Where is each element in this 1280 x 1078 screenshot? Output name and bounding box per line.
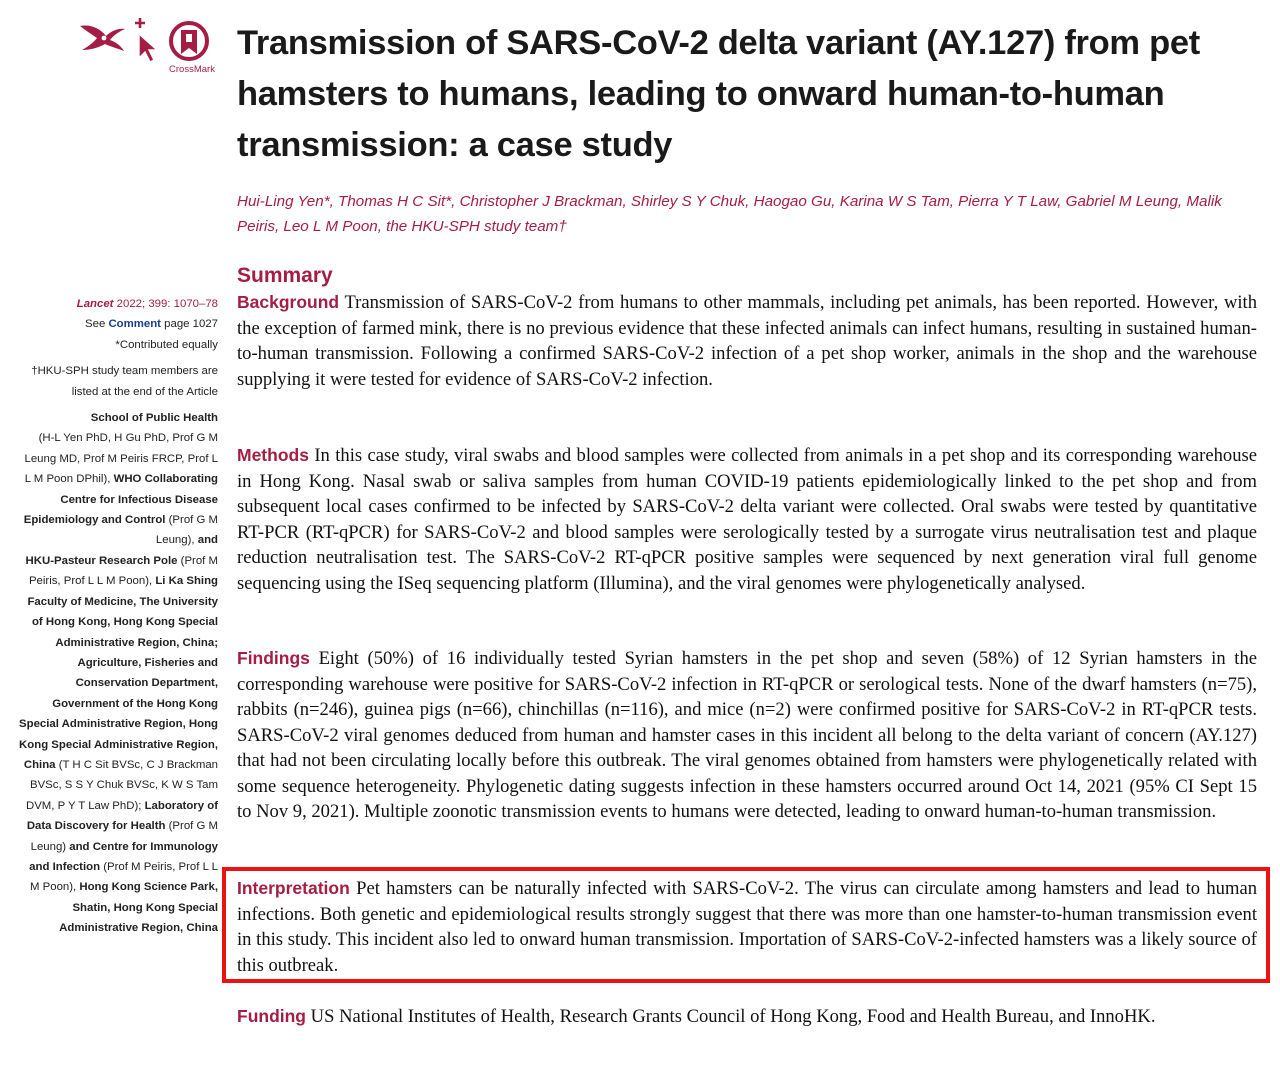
background-label: Background	[237, 292, 340, 312]
affiliations: School of Public Health (H-L Yen PhD, H Gu PhD, Prof G M Leung MD, Prof M Peiris FRCP, Prof L L M Poon DPhil), WHO Collaborating Centre for Infectious Disease Epidemiology and Control (Prof G M Leung), and HKU-Pasteur Research Pole (Prof M Peiris, Prof L L M Poon), Li Ka Shing Faculty of Medicine, The University of Hong Kong, Hong Kong Special Administrative Region, China; Agriculture, Fisheries and Conservation Department, Government of the Hong Kong Special Administrative Region, Hong Kong Special Administrative Region, China (T H C Sit BVSc, C J Brackman BVSc, S S Y Chuk BVSc, K W S Tam DVM, P Y T Law PhD); Laboratory of Data Discovery for Health (Prof G M Leung) and Centre for Immunology and Infection (Prof M Peiris, Prof L L M Poon), Hong Kong Science Park, Shatin, Hong Kong Special Administrative Region, China	[19, 412, 218, 935]
logo-area	[78, 16, 220, 80]
findings-label: Findings	[237, 648, 310, 668]
citation-volume-pages: 2022; 399: 1070–78	[113, 298, 218, 310]
study-team-note: †HKU-SPH study team members are listed at the end of the Article	[31, 365, 218, 398]
findings-text: Eight (50%) of 16 individually tested Syrian hamsters in the pet shop and seven (58%) of 12 Syrian hamsters in the corresponding warehouse were positive for SARS-CoV-2 infection in RT-qPCR or serological tests. None of the dwarf hamsters (n=75), rabbits (n=246), guinea pigs (n=66), chinchillas (n=116), and mice (n=2) were confirmed positive for SARS-CoV-2 in RT-qPCR tests. SARS-CoV-2 viral genomes deduced from human and hamster cases in this incident all belong to the delta variant of concern (AY.127) that had not been circulating locally before this outbreak. The viral genomes obtained from hamsters were phylogenetically related with some sequence heterogeneity. Phylogenetic dating suggests infection in these hamsters occurred around Oct 14, 2021 (95% CI Sept 15 to Nov 9, 2021). Multiple zoonotic transmission events to humans were detected, leading to onward human-to-human transmission.	[237, 648, 1257, 822]
sidebar	[18, 294, 218, 939]
crossmark-label[interactable]: CrossMark	[169, 64, 215, 75]
article-title: Transmission of SARS-CoV-2 delta variant (AY.127) from pet hamsters to humans, leading to onward human-to-human transmission: a case study	[237, 24, 1200, 164]
contributed-equally-note: *Contributed equally	[115, 338, 218, 351]
background-section	[237, 290, 1257, 392]
interpretation-label: Interpretation	[237, 878, 350, 898]
funding-label: Funding	[237, 1006, 307, 1026]
author-list[interactable]: Hui-Ling Yen*, Thomas H C Sit*, Christopher J Brackman, Shirley S Y Chuk, Haogao Gu, Karina W S Tam, Pierra Y T Law, Gabriel M Leung, Malik Peiris, Leo L M Poon, the HKU-SPH study team†	[237, 193, 1222, 235]
methods-text: In this case study, viral swabs and blood samples were collected from animals in a pet shop and its corresponding warehouse in Hong Kong. Nasal swab or saliva samples from human COVID-19 patients epidemiologically linked to the pet shop and from subsequent local cases confirmed to be infected by SARS-CoV-2 delta variant were collected. Oral swabs were tested by quantitative RT-PCR (RT-qPCR) for SARS-CoV-2 and blood samples were serologically tested by a surrogate virus neutralisation test and plaque reduction neutralisation test. The SARS-CoV-2 RT-qPCR positive samples were sequenced by next generation viral full genome sequencing using the ISeq sequencing platform (Illumina), and the viral genomes were phylogenetically analysed.	[237, 445, 1257, 594]
comment-link[interactable]: Comment	[108, 318, 161, 331]
see-comment: See Comment page 1027	[85, 318, 218, 331]
findings-section	[237, 646, 1257, 825]
mouse-cursor-icon	[130, 16, 162, 64]
interpretation-section	[237, 876, 1257, 978]
summary-heading: Summary	[237, 264, 333, 287]
crossmark-icon[interactable]	[166, 20, 212, 66]
background-text: Transmission of SARS-CoV-2 from humans to other mammals, including pet animals, has been reported. However, with the exception of farmed mink, there is no previous evidence that these infected animals can infect humans, resulting in sustained human-to-human transmission. Following a confirmed SARS-CoV-2 infection of a pet shop worker, animals in the shop and the warehouse supplying it were tested for evidence of SARS-CoV-2 infection.	[237, 292, 1257, 390]
citation-journal: Lancet	[76, 298, 114, 310]
methods-label: Methods	[237, 445, 309, 465]
funding-text: US National Institutes of Health, Research Grants Council of Hong Kong, Food and Health Bureau, and InnoHK.	[306, 1006, 1156, 1027]
citation	[18, 294, 218, 314]
funding-section	[237, 1004, 1257, 1030]
lancet-swallow-logo-icon	[78, 20, 126, 56]
methods-section	[237, 443, 1257, 596]
interpretation-text: Pet hamsters can be naturally infected with SARS-CoV-2. The virus can circulate among hamsters and lead to human infections. Both genetic and epidemiological results strongly suggest that there was more than one hamster-to-human transmission event in this study. This incident also led to onward human transmission. Importation of SARS-CoV-2-infected hamsters was a likely source of this outbreak.	[237, 878, 1257, 976]
